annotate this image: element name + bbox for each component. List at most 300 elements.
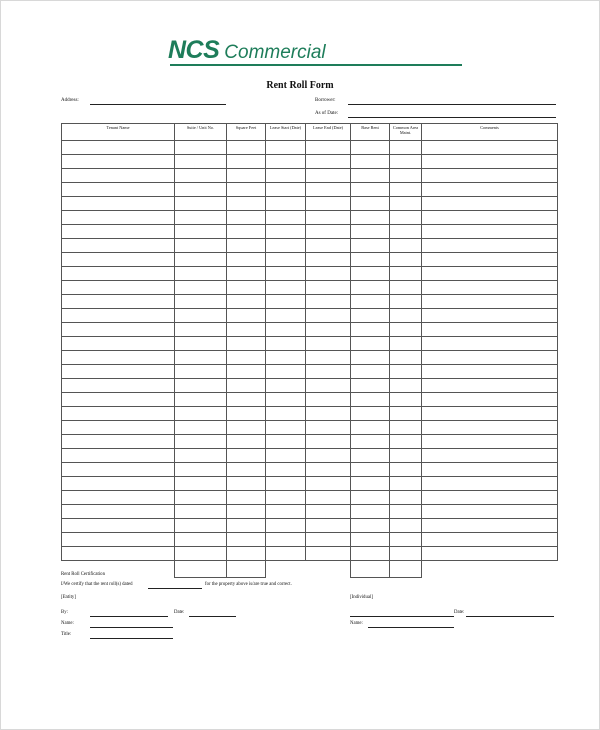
suite-unit-cell[interactable] xyxy=(175,225,227,239)
lease-start-cell[interactable] xyxy=(266,547,306,561)
table-row xyxy=(62,253,558,267)
tenant-name-cell[interactable] xyxy=(62,323,175,337)
comments-cell[interactable] xyxy=(422,309,558,323)
lease-start-cell[interactable] xyxy=(266,519,306,533)
header-common-area: Common Area Maint. xyxy=(390,124,422,141)
lease-start-cell[interactable] xyxy=(266,379,306,393)
comments-cell[interactable] xyxy=(422,491,558,505)
tenant-name-cell[interactable] xyxy=(62,267,175,281)
lease-start-cell[interactable] xyxy=(266,267,306,281)
base-rent-cell[interactable] xyxy=(351,407,390,421)
comments-cell[interactable] xyxy=(422,197,558,211)
lease-end-cell[interactable] xyxy=(306,183,351,197)
total-common-area-cell[interactable] xyxy=(390,561,422,578)
common-area-cell[interactable] xyxy=(390,379,422,393)
base-rent-cell[interactable] xyxy=(351,547,390,561)
certification-statement-end: for the property above is/are true and correct. xyxy=(205,582,292,587)
total-suite-unit-cell[interactable] xyxy=(175,561,227,578)
square-feet-cell[interactable] xyxy=(227,491,266,505)
table-row xyxy=(62,505,558,519)
tenant-name-cell[interactable] xyxy=(62,393,175,407)
table-row xyxy=(62,491,558,505)
comments-cell[interactable] xyxy=(422,295,558,309)
tenant-name-cell[interactable] xyxy=(62,155,175,169)
tenant-name-cell[interactable] xyxy=(62,421,175,435)
suite-unit-cell[interactable] xyxy=(175,365,227,379)
table-row xyxy=(62,463,558,477)
tenant-name-cell[interactable] xyxy=(62,379,175,393)
suite-unit-cell[interactable] xyxy=(175,421,227,435)
tenant-name-cell[interactable] xyxy=(62,225,175,239)
tenant-name-cell[interactable] xyxy=(62,407,175,421)
header-square-feet: Square Feet xyxy=(227,124,266,141)
base-rent-cell[interactable] xyxy=(351,155,390,169)
header-lease-end: Lease End (Date) xyxy=(306,124,351,141)
base-rent-cell[interactable] xyxy=(351,463,390,477)
table-body xyxy=(62,141,558,578)
base-rent-cell[interactable] xyxy=(351,239,390,253)
base-rent-cell[interactable] xyxy=(351,365,390,379)
comments-cell[interactable] xyxy=(422,253,558,267)
square-feet-cell[interactable] xyxy=(227,533,266,547)
table-row xyxy=(62,477,558,491)
lease-end-cell[interactable] xyxy=(306,253,351,267)
lease-start-cell[interactable] xyxy=(266,169,306,183)
suite-unit-cell[interactable] xyxy=(175,337,227,351)
base-rent-cell[interactable] xyxy=(351,505,390,519)
comments-cell[interactable] xyxy=(422,267,558,281)
comments-cell[interactable] xyxy=(422,463,558,477)
as-of-date-field[interactable] xyxy=(348,117,556,118)
tenant-name-cell[interactable] xyxy=(62,505,175,519)
common-area-cell[interactable] xyxy=(390,183,422,197)
lease-end-cell[interactable] xyxy=(306,477,351,491)
common-area-cell[interactable] xyxy=(390,463,422,477)
comments-cell[interactable] xyxy=(422,519,558,533)
comments-cell[interactable] xyxy=(422,155,558,169)
square-feet-cell[interactable] xyxy=(227,155,266,169)
square-feet-cell[interactable] xyxy=(227,337,266,351)
lease-end-cell[interactable] xyxy=(306,519,351,533)
suite-unit-cell[interactable] xyxy=(175,323,227,337)
suite-unit-cell[interactable] xyxy=(175,295,227,309)
lease-end-cell[interactable] xyxy=(306,337,351,351)
individual-name-field[interactable] xyxy=(368,627,454,628)
tenant-name-cell[interactable] xyxy=(62,169,175,183)
square-feet-cell[interactable] xyxy=(227,295,266,309)
lease-end-cell[interactable] xyxy=(306,323,351,337)
address-field[interactable] xyxy=(90,104,226,105)
lease-end-cell[interactable] xyxy=(306,365,351,379)
common-area-cell[interactable] xyxy=(390,281,422,295)
suite-unit-cell[interactable] xyxy=(175,533,227,547)
lease-end-cell[interactable] xyxy=(306,211,351,225)
lease-end-cell[interactable] xyxy=(306,505,351,519)
suite-unit-cell[interactable] xyxy=(175,505,227,519)
common-area-cell[interactable] xyxy=(390,267,422,281)
base-rent-cell[interactable] xyxy=(351,295,390,309)
square-feet-cell[interactable] xyxy=(227,239,266,253)
tenant-name-cell[interactable] xyxy=(62,253,175,267)
square-feet-cell[interactable] xyxy=(227,477,266,491)
lease-end-cell[interactable] xyxy=(306,141,351,155)
lease-start-cell[interactable] xyxy=(266,211,306,225)
lease-end-cell[interactable] xyxy=(306,225,351,239)
tenant-name-cell[interactable] xyxy=(62,239,175,253)
suite-unit-cell[interactable] xyxy=(175,281,227,295)
comments-cell[interactable] xyxy=(422,449,558,463)
lease-end-cell[interactable] xyxy=(306,295,351,309)
tenant-name-cell[interactable] xyxy=(62,435,175,449)
table-row xyxy=(62,449,558,463)
common-area-cell[interactable] xyxy=(390,351,422,365)
comments-cell[interactable] xyxy=(422,379,558,393)
lease-start-cell[interactable] xyxy=(266,141,306,155)
tenant-name-cell[interactable] xyxy=(62,211,175,225)
suite-unit-cell[interactable] xyxy=(175,183,227,197)
base-rent-cell[interactable] xyxy=(351,379,390,393)
table-row xyxy=(62,267,558,281)
table-row xyxy=(62,239,558,253)
table-row xyxy=(62,281,558,295)
common-area-cell[interactable] xyxy=(390,211,422,225)
comments-cell[interactable] xyxy=(422,505,558,519)
entity-date-label: Date: xyxy=(174,610,185,615)
base-rent-cell[interactable] xyxy=(351,169,390,183)
suite-unit-cell[interactable] xyxy=(175,351,227,365)
comments-cell[interactable] xyxy=(422,477,558,491)
comments-cell[interactable] xyxy=(422,169,558,183)
base-rent-cell[interactable] xyxy=(351,533,390,547)
comments-cell[interactable] xyxy=(422,407,558,421)
table-row xyxy=(62,379,558,393)
lease-start-cell[interactable] xyxy=(266,505,306,519)
lease-start-cell[interactable] xyxy=(266,197,306,211)
lease-start-cell[interactable] xyxy=(266,281,306,295)
entity-date-field[interactable] xyxy=(189,616,236,617)
comments-cell[interactable] xyxy=(422,365,558,379)
common-area-cell[interactable] xyxy=(390,533,422,547)
lease-end-cell[interactable] xyxy=(306,435,351,449)
lease-start-cell[interactable] xyxy=(266,351,306,365)
address-label: Address: xyxy=(61,98,79,103)
tenant-name-cell[interactable] xyxy=(62,141,175,155)
lease-end-cell[interactable] xyxy=(306,309,351,323)
lease-start-cell[interactable] xyxy=(266,533,306,547)
lease-start-cell[interactable] xyxy=(266,225,306,239)
lease-end-cell[interactable] xyxy=(306,197,351,211)
total-base-rent-cell[interactable] xyxy=(351,561,390,578)
square-feet-cell[interactable] xyxy=(227,547,266,561)
individual-date-field[interactable] xyxy=(466,616,554,617)
lease-start-cell[interactable] xyxy=(266,449,306,463)
suite-unit-cell[interactable] xyxy=(175,169,227,183)
square-feet-cell[interactable] xyxy=(227,141,266,155)
as-of-date-label: As of Date: xyxy=(315,111,339,116)
square-feet-cell[interactable] xyxy=(227,309,266,323)
suite-unit-cell[interactable] xyxy=(175,407,227,421)
lease-start-cell[interactable] xyxy=(266,463,306,477)
comments-cell[interactable] xyxy=(422,337,558,351)
suite-unit-cell[interactable] xyxy=(175,309,227,323)
base-rent-cell[interactable] xyxy=(351,519,390,533)
lease-end-cell[interactable] xyxy=(306,239,351,253)
base-rent-cell[interactable] xyxy=(351,337,390,351)
table-row xyxy=(62,225,558,239)
square-feet-cell[interactable] xyxy=(227,519,266,533)
comments-cell[interactable] xyxy=(422,183,558,197)
common-area-cell[interactable] xyxy=(390,239,422,253)
common-area-cell[interactable] xyxy=(390,309,422,323)
lease-start-cell[interactable] xyxy=(266,309,306,323)
square-feet-cell[interactable] xyxy=(227,463,266,477)
lease-end-cell[interactable] xyxy=(306,491,351,505)
lease-start-cell[interactable] xyxy=(266,295,306,309)
tenant-name-cell[interactable] xyxy=(62,519,175,533)
lease-end-cell[interactable] xyxy=(306,421,351,435)
square-feet-cell[interactable] xyxy=(227,407,266,421)
common-area-cell[interactable] xyxy=(390,197,422,211)
base-rent-cell[interactable] xyxy=(351,491,390,505)
tenant-name-cell[interactable] xyxy=(62,337,175,351)
comments-cell[interactable] xyxy=(422,533,558,547)
comments-cell[interactable] xyxy=(422,351,558,365)
common-area-cell[interactable] xyxy=(390,505,422,519)
suite-unit-cell[interactable] xyxy=(175,267,227,281)
tenant-name-cell[interactable] xyxy=(62,281,175,295)
lease-end-cell[interactable] xyxy=(306,463,351,477)
square-feet-cell[interactable] xyxy=(227,323,266,337)
common-area-cell[interactable] xyxy=(390,547,422,561)
square-feet-cell[interactable] xyxy=(227,449,266,463)
lease-start-cell[interactable] xyxy=(266,407,306,421)
table-row xyxy=(62,197,558,211)
lease-end-cell[interactable] xyxy=(306,393,351,407)
tenant-name-cell[interactable] xyxy=(62,295,175,309)
table-row xyxy=(62,421,558,435)
lease-start-cell[interactable] xyxy=(266,239,306,253)
lease-end-cell[interactable] xyxy=(306,379,351,393)
tenant-name-cell[interactable] xyxy=(62,183,175,197)
lease-end-cell[interactable] xyxy=(306,407,351,421)
totals-row xyxy=(62,561,558,578)
square-feet-cell[interactable] xyxy=(227,197,266,211)
lease-start-cell[interactable] xyxy=(266,393,306,407)
suite-unit-cell[interactable] xyxy=(175,519,227,533)
base-rent-cell[interactable] xyxy=(351,211,390,225)
header-base-rent: Base Rent xyxy=(351,124,390,141)
comments-cell[interactable] xyxy=(422,435,558,449)
individual-name-label: Name: xyxy=(350,621,363,626)
lease-start-cell[interactable] xyxy=(266,337,306,351)
base-rent-cell[interactable] xyxy=(351,225,390,239)
rent-roll-table xyxy=(61,123,558,578)
lease-start-cell[interactable] xyxy=(266,183,306,197)
lease-start-cell[interactable] xyxy=(266,323,306,337)
comments-cell[interactable] xyxy=(422,281,558,295)
base-rent-cell[interactable] xyxy=(351,197,390,211)
base-rent-cell[interactable] xyxy=(351,449,390,463)
header-tenant-name: Tenant Name xyxy=(62,124,175,141)
base-rent-cell[interactable] xyxy=(351,323,390,337)
entity-by-field[interactable] xyxy=(90,616,168,617)
suite-unit-cell[interactable] xyxy=(175,379,227,393)
tenant-name-cell[interactable] xyxy=(62,477,175,491)
table-row xyxy=(62,141,558,155)
common-area-cell[interactable] xyxy=(390,435,422,449)
tenant-name-cell[interactable] xyxy=(62,547,175,561)
table-row xyxy=(62,211,558,225)
table-row xyxy=(62,519,558,533)
square-feet-cell[interactable] xyxy=(227,211,266,225)
square-feet-cell[interactable] xyxy=(227,169,266,183)
suite-unit-cell[interactable] xyxy=(175,547,227,561)
lease-end-cell[interactable] xyxy=(306,351,351,365)
comments-cell[interactable] xyxy=(422,547,558,561)
base-rent-cell[interactable] xyxy=(351,267,390,281)
square-feet-cell[interactable] xyxy=(227,253,266,267)
table-row xyxy=(62,351,558,365)
base-rent-cell[interactable] xyxy=(351,253,390,267)
lease-start-cell[interactable] xyxy=(266,491,306,505)
borrower-field[interactable] xyxy=(348,104,556,105)
base-rent-cell[interactable] xyxy=(351,309,390,323)
total-square-feet-cell[interactable] xyxy=(227,561,266,578)
lease-start-cell[interactable] xyxy=(266,253,306,267)
table-row xyxy=(62,407,558,421)
table-row xyxy=(62,323,558,337)
square-feet-cell[interactable] xyxy=(227,365,266,379)
square-feet-cell[interactable] xyxy=(227,183,266,197)
company-logo xyxy=(168,36,326,65)
logo-word: Commercial xyxy=(224,42,326,63)
tenant-name-cell[interactable] xyxy=(62,197,175,211)
entity-by-label: By: xyxy=(61,610,68,615)
common-area-cell[interactable] xyxy=(390,337,422,351)
base-rent-cell[interactable] xyxy=(351,421,390,435)
table-row xyxy=(62,435,558,449)
common-area-cell[interactable] xyxy=(390,393,422,407)
common-area-cell[interactable] xyxy=(390,323,422,337)
common-area-cell[interactable] xyxy=(390,519,422,533)
suite-unit-cell[interactable] xyxy=(175,393,227,407)
tenant-name-cell[interactable] xyxy=(62,491,175,505)
comments-cell[interactable] xyxy=(422,239,558,253)
square-feet-cell[interactable] xyxy=(227,421,266,435)
lease-end-cell[interactable] xyxy=(306,547,351,561)
base-rent-cell[interactable] xyxy=(351,477,390,491)
base-rent-cell[interactable] xyxy=(351,435,390,449)
square-feet-cell[interactable] xyxy=(227,281,266,295)
individual-date-label: Date: xyxy=(454,610,465,615)
common-area-cell[interactable] xyxy=(390,169,422,183)
logo-underline xyxy=(170,64,462,66)
common-area-cell[interactable] xyxy=(390,407,422,421)
common-area-cell[interactable] xyxy=(390,449,422,463)
entity-name-field[interactable] xyxy=(90,627,173,628)
lease-start-cell[interactable] xyxy=(266,421,306,435)
square-feet-cell[interactable] xyxy=(227,505,266,519)
tenant-name-cell[interactable] xyxy=(62,351,175,365)
entity-label: [Entity] xyxy=(61,595,76,600)
tenant-name-cell[interactable] xyxy=(62,309,175,323)
common-area-cell[interactable] xyxy=(390,253,422,267)
lease-end-cell[interactable] xyxy=(306,267,351,281)
comments-cell[interactable] xyxy=(422,393,558,407)
suite-unit-cell[interactable] xyxy=(175,211,227,225)
comments-cell[interactable] xyxy=(422,225,558,239)
suite-unit-cell[interactable] xyxy=(175,141,227,155)
lease-end-cell[interactable] xyxy=(306,281,351,295)
square-feet-cell[interactable] xyxy=(227,379,266,393)
common-area-cell[interactable] xyxy=(390,365,422,379)
suite-unit-cell[interactable] xyxy=(175,463,227,477)
suite-unit-cell[interactable] xyxy=(175,477,227,491)
suite-unit-cell[interactable] xyxy=(175,435,227,449)
common-area-cell[interactable] xyxy=(390,491,422,505)
suite-unit-cell[interactable] xyxy=(175,197,227,211)
suite-unit-cell[interactable] xyxy=(175,253,227,267)
comments-cell[interactable] xyxy=(422,323,558,337)
certification-statement-start: I/We certify that the rent roll(s) dated xyxy=(61,582,133,587)
base-rent-cell[interactable] xyxy=(351,141,390,155)
square-feet-cell[interactable] xyxy=(227,351,266,365)
lease-end-cell[interactable] xyxy=(306,449,351,463)
base-rent-cell[interactable] xyxy=(351,183,390,197)
tenant-name-cell[interactable] xyxy=(62,365,175,379)
lease-start-cell[interactable] xyxy=(266,155,306,169)
entity-title-field[interactable] xyxy=(90,638,173,639)
base-rent-cell[interactable] xyxy=(351,393,390,407)
lease-start-cell[interactable] xyxy=(266,365,306,379)
common-area-cell[interactable] xyxy=(390,477,422,491)
lease-end-cell[interactable] xyxy=(306,533,351,547)
square-feet-cell[interactable] xyxy=(227,435,266,449)
header-suite-unit: Suite / Unit No. xyxy=(175,124,227,141)
total-lease-end-cell xyxy=(306,561,351,578)
tenant-name-cell[interactable] xyxy=(62,533,175,547)
square-feet-cell[interactable] xyxy=(227,267,266,281)
comments-cell[interactable] xyxy=(422,211,558,225)
base-rent-cell[interactable] xyxy=(351,281,390,295)
common-area-cell[interactable] xyxy=(390,225,422,239)
total-lease-start-cell xyxy=(266,561,306,578)
comments-cell[interactable] xyxy=(422,141,558,155)
suite-unit-cell[interactable] xyxy=(175,155,227,169)
comments-cell[interactable] xyxy=(422,421,558,435)
lease-start-cell[interactable] xyxy=(266,435,306,449)
lease-start-cell[interactable] xyxy=(266,477,306,491)
common-area-cell[interactable] xyxy=(390,421,422,435)
logo-mark: NCS xyxy=(168,36,220,64)
lease-end-cell[interactable] xyxy=(306,155,351,169)
base-rent-cell[interactable] xyxy=(351,351,390,365)
rent-roll-date-field[interactable] xyxy=(148,588,202,589)
common-area-cell[interactable] xyxy=(390,295,422,309)
suite-unit-cell[interactable] xyxy=(175,449,227,463)
tenant-name-cell[interactable] xyxy=(62,449,175,463)
tenant-name-cell[interactable] xyxy=(62,463,175,477)
table-row xyxy=(62,295,558,309)
common-area-cell[interactable] xyxy=(390,155,422,169)
individual-signature-field[interactable] xyxy=(350,616,454,617)
suite-unit-cell[interactable] xyxy=(175,491,227,505)
square-feet-cell[interactable] xyxy=(227,393,266,407)
lease-end-cell[interactable] xyxy=(306,169,351,183)
square-feet-cell[interactable] xyxy=(227,225,266,239)
common-area-cell[interactable] xyxy=(390,141,422,155)
suite-unit-cell[interactable] xyxy=(175,239,227,253)
